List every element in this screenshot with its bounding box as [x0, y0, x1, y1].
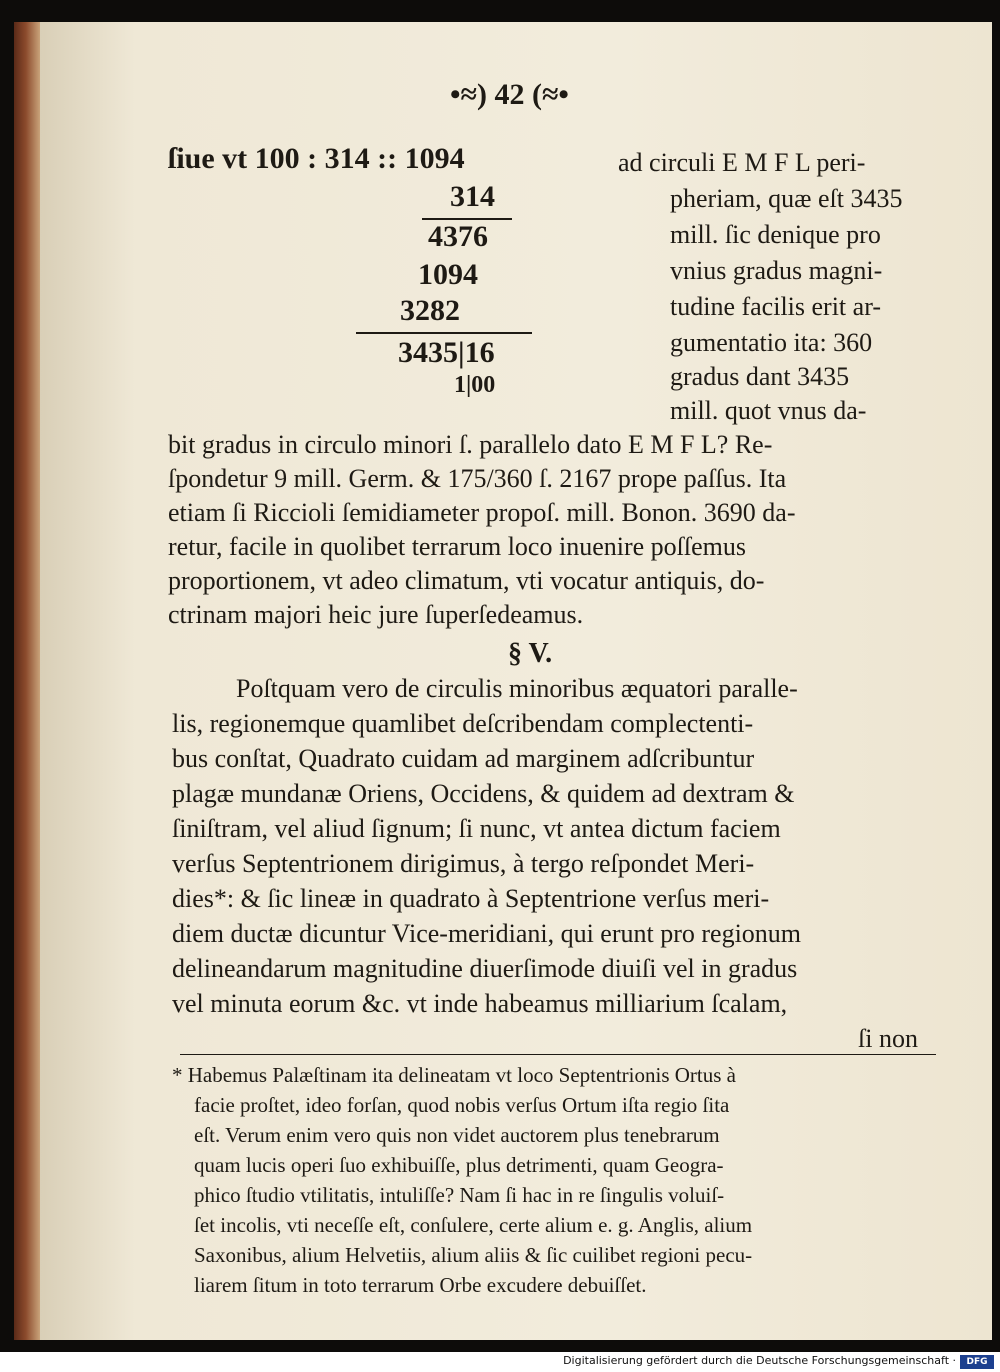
para1-line-1: bit gradus in circulo minori ſ. parallelo dato E M F L? Re- — [168, 430, 773, 459]
dfg-logo: DFG — [960, 1355, 994, 1369]
para2-line-3: bus conſtat, Quadrato cuidam ad marginem adſcribuntur — [172, 744, 755, 773]
para2-line-6: verſus Septentrionem dirigimus, à tergo reſpondet Meri- — [172, 849, 755, 878]
calc-row-6: 1|00 — [454, 372, 496, 398]
right-col-line-1: ad circuli E M F L peri- — [618, 148, 866, 177]
book-page — [40, 22, 992, 1340]
para2-line-7: dies*: & ſic lineæ in quadrato à Septentrione verſus meri- — [172, 884, 770, 913]
calc-rule-2 — [356, 332, 532, 334]
calc-row-3: 1094 — [418, 258, 478, 291]
calc-row-5: 3435|16 — [398, 336, 495, 369]
para2-line-4: plagæ mundanæ Oriens, Occidens, & quidem ad dextram & — [172, 779, 795, 808]
catchword: ſi non — [858, 1024, 918, 1053]
right-col-line-5: tudine facilis erit ar- — [670, 292, 881, 321]
para1-line-3: etiam ſi Riccioli ſemidiameter propoſ. mill. Bonon. 3690 da- — [168, 498, 796, 527]
footnote-line-6: ſet incolis, vti neceſſe eſt, conſulere, certe alium e. g. Anglis, alium — [194, 1213, 753, 1237]
footnote-line-4: quam lucis operi ſuo exhibuiſſe, plus detrimenti, quam Geogra- — [194, 1153, 724, 1177]
para1-line-2: ſpondetur 9 mill. Germ. & 175/360 ſ. 2167 prope paſſus. Ita — [168, 464, 787, 493]
footnote-line-5: phico ſtudio vtilitatis, intuliſſe? Nam ſi hac in re ſingulis voluiſ- — [194, 1183, 725, 1207]
right-col-line-4: vnius gradus magni- — [670, 256, 883, 285]
footnote-line-7: Saxonibus, alium Helvetiis, alium aliis & ſic cuilibet regioni pecu- — [194, 1243, 753, 1267]
calc-equation: ſiue vt 100 : 314 :: 1094 — [168, 142, 465, 175]
para2-line-8: diem ductæ dicuntur Vice-meridiani, qui erunt pro regionum — [172, 919, 802, 948]
para2-line-1: Poſtquam vero de circulis minoribus æquatori paralle- — [236, 674, 798, 703]
para1-line-4: retur, facile in quolibet terrarum loco inuenire poſſemus — [168, 532, 746, 561]
footnote-line-1: * Habemus Palæſtinam ita delineatam vt loco Septentrionis Ortus à — [172, 1063, 736, 1087]
section-heading: § V. — [508, 638, 553, 669]
para2-line-10: vel minuta eorum &c. vt inde habeamus milliarium ſcalam, — [172, 989, 788, 1018]
para2-line-2: lis, regionemque quamlibet deſcribendam complectenti- — [172, 709, 754, 738]
book-gutter-edge — [14, 22, 40, 1340]
right-col-line-3: mill. ſic denique pro — [670, 220, 881, 249]
calc-row-4: 3282 — [400, 294, 460, 327]
right-col-line-7: gradus dant 3435 — [670, 362, 850, 391]
footnote-line-2: facie proſtet, ideo forſan, quod nobis verſus Ortum iſta regio ſita — [194, 1093, 730, 1117]
right-col-line-6: gumentatio ita: 360 — [670, 328, 873, 357]
footnote-line-8: liarem ſitum in toto terrarum Orbe excudere debuiſſet. — [194, 1273, 647, 1297]
para2-line-5: ſiniſtram, vel aliud ſignum; ſi nunc, vt antea dictum faciem — [172, 814, 781, 843]
right-col-line-2: pheriam, quæ eſt 3435 — [670, 184, 903, 213]
calc-row-2: 4376 — [428, 220, 488, 253]
footnote-line-3: eſt. Verum enim vero quis non videt auctorem plus tenebrarum — [194, 1123, 720, 1147]
para1-line-5: proportionem, vt adeo climatum, vti vocatur antiquis, do- — [168, 566, 765, 595]
calc-row-1: 314 — [450, 180, 495, 213]
footer-credit: Digitalisierung gefördert durch die Deutsche Forschungsgemeinschaft · — [563, 1354, 956, 1367]
para2-line-9: delineandarum magnitudine diuerſimode diuiſi vel in gradus — [172, 954, 798, 983]
page-header: •≈) 42 (≈• — [450, 78, 569, 111]
para1-line-6: ctrinam majori heic jure ſuperſedeamus. — [168, 600, 584, 629]
footer-bar — [0, 1352, 1000, 1372]
right-col-line-8: mill. quot vnus da- — [670, 396, 867, 425]
footnote-rule — [180, 1054, 936, 1055]
